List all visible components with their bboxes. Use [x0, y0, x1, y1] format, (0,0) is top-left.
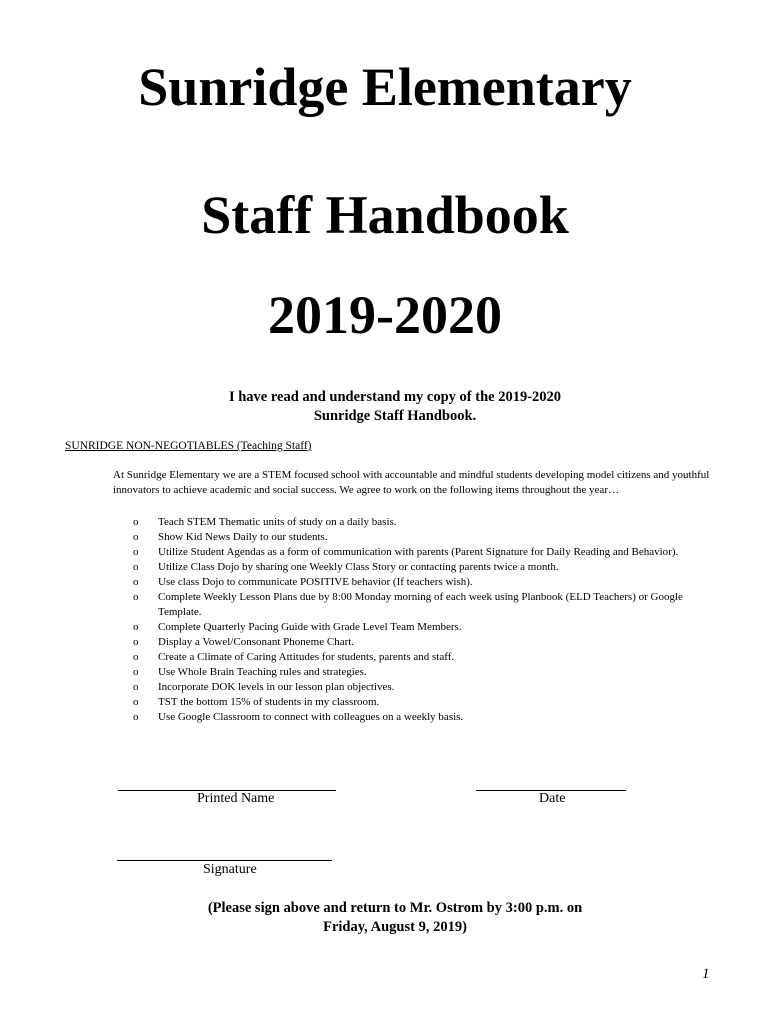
- return-instructions-line-2: Friday, August 9, 2019): [323, 919, 467, 935]
- list-item: [113, 650, 728, 665]
- list-item: [113, 695, 728, 710]
- list-item-text: Use Whole Brain Teaching rules and strategies.: [158, 666, 367, 678]
- bullet-icon: o: [133, 576, 139, 588]
- bullet-icon: o: [133, 651, 139, 663]
- signature-line[interactable]: [117, 860, 332, 861]
- list-item: [113, 710, 728, 725]
- list-item-text: Teach STEM Thematic units of study on a daily basis.: [158, 516, 397, 528]
- bullet-icon: o: [133, 546, 139, 558]
- list-item: [113, 680, 728, 695]
- list-item: [113, 560, 728, 575]
- school-name-title: Sunridge Elementary: [138, 57, 632, 117]
- bullet-icon: o: [133, 516, 139, 528]
- printed-name-label: Printed Name: [197, 791, 275, 806]
- list-item: [113, 635, 728, 650]
- section-heading: SUNRIDGE NON-NEGOTIABLES (Teaching Staff): [65, 440, 312, 452]
- list-item: [113, 545, 728, 560]
- bullet-icon: o: [133, 621, 139, 633]
- school-year-title: 2019-2020: [268, 285, 502, 345]
- acknowledgement-statement: [0, 388, 770, 426]
- list-item: [113, 515, 728, 530]
- return-instructions: [0, 899, 770, 937]
- acknowledgement-line-1: I have read and understand my copy of the 2019-2020: [228, 389, 562, 405]
- list-item-text: Utilize Class Dojo by sharing one Weekly Class Story or contacting parents twice a month.: [158, 561, 559, 573]
- bullet-icon: o: [133, 696, 139, 708]
- bullet-icon: o: [133, 531, 139, 543]
- list-item-text: Utilize Student Agendas as a form of communication with parents (Parent Signature for Daily Reading and Behavior).: [158, 546, 679, 558]
- list-item-text: TST the bottom 15% of students in my classroom.: [158, 696, 380, 708]
- list-item: [113, 620, 728, 635]
- list-item-text: Show Kid News Daily to our students.: [158, 531, 328, 543]
- bullet-icon: o: [133, 636, 139, 648]
- bullet-icon: o: [133, 591, 139, 603]
- bullet-icon: o: [133, 561, 139, 573]
- bullet-icon: o: [133, 666, 139, 678]
- list-item: [113, 575, 728, 590]
- list-item-text: Use Google Classroom to connect with colleagues on a weekly basis.: [158, 711, 464, 723]
- acknowledgement-line-2: Sunridge Staff Handbook.: [313, 408, 477, 424]
- list-item-text: Display a Vowel/Consonant Phoneme Chart.: [158, 636, 355, 648]
- date-label: Date: [539, 791, 566, 806]
- list-item-text: Complete Quarterly Pacing Guide with Grade Level Team Members.: [158, 621, 462, 633]
- bullet-icon: o: [133, 711, 139, 723]
- return-instructions-line-1: (Please sign above and return to Mr. Ostrom by 3:00 p.m. on: [207, 900, 583, 916]
- handbook-title: Staff Handbook: [201, 185, 569, 245]
- non-negotiables-list: [113, 515, 728, 725]
- list-item: [113, 530, 728, 545]
- page-number: 1: [702, 966, 710, 982]
- signature-label: Signature: [203, 862, 257, 877]
- list-item-text: Incorporate DOK levels in our lesson plan objectives.: [158, 681, 395, 693]
- list-item-text: Complete Weekly Lesson Plans due by 8:00 Monday morning of each week using Planbook (ELD Teachers) or Google Template.: [158, 591, 683, 618]
- intro-paragraph: At Sunridge Elementary we are a STEM focused school with accountable and mindful students developing model citizens and youthful innovators to achieve academic and social success. We agree to work on the following items throughout the year…: [113, 469, 710, 496]
- list-item: [113, 665, 728, 680]
- list-item-text: Use class Dojo to communicate POSITIVE behavior (If teachers wish).: [158, 576, 473, 588]
- bullet-icon: o: [133, 681, 139, 693]
- list-item: [113, 590, 728, 620]
- list-item-text: Create a Climate of Caring Attitudes for students, parents and staff.: [158, 651, 455, 663]
